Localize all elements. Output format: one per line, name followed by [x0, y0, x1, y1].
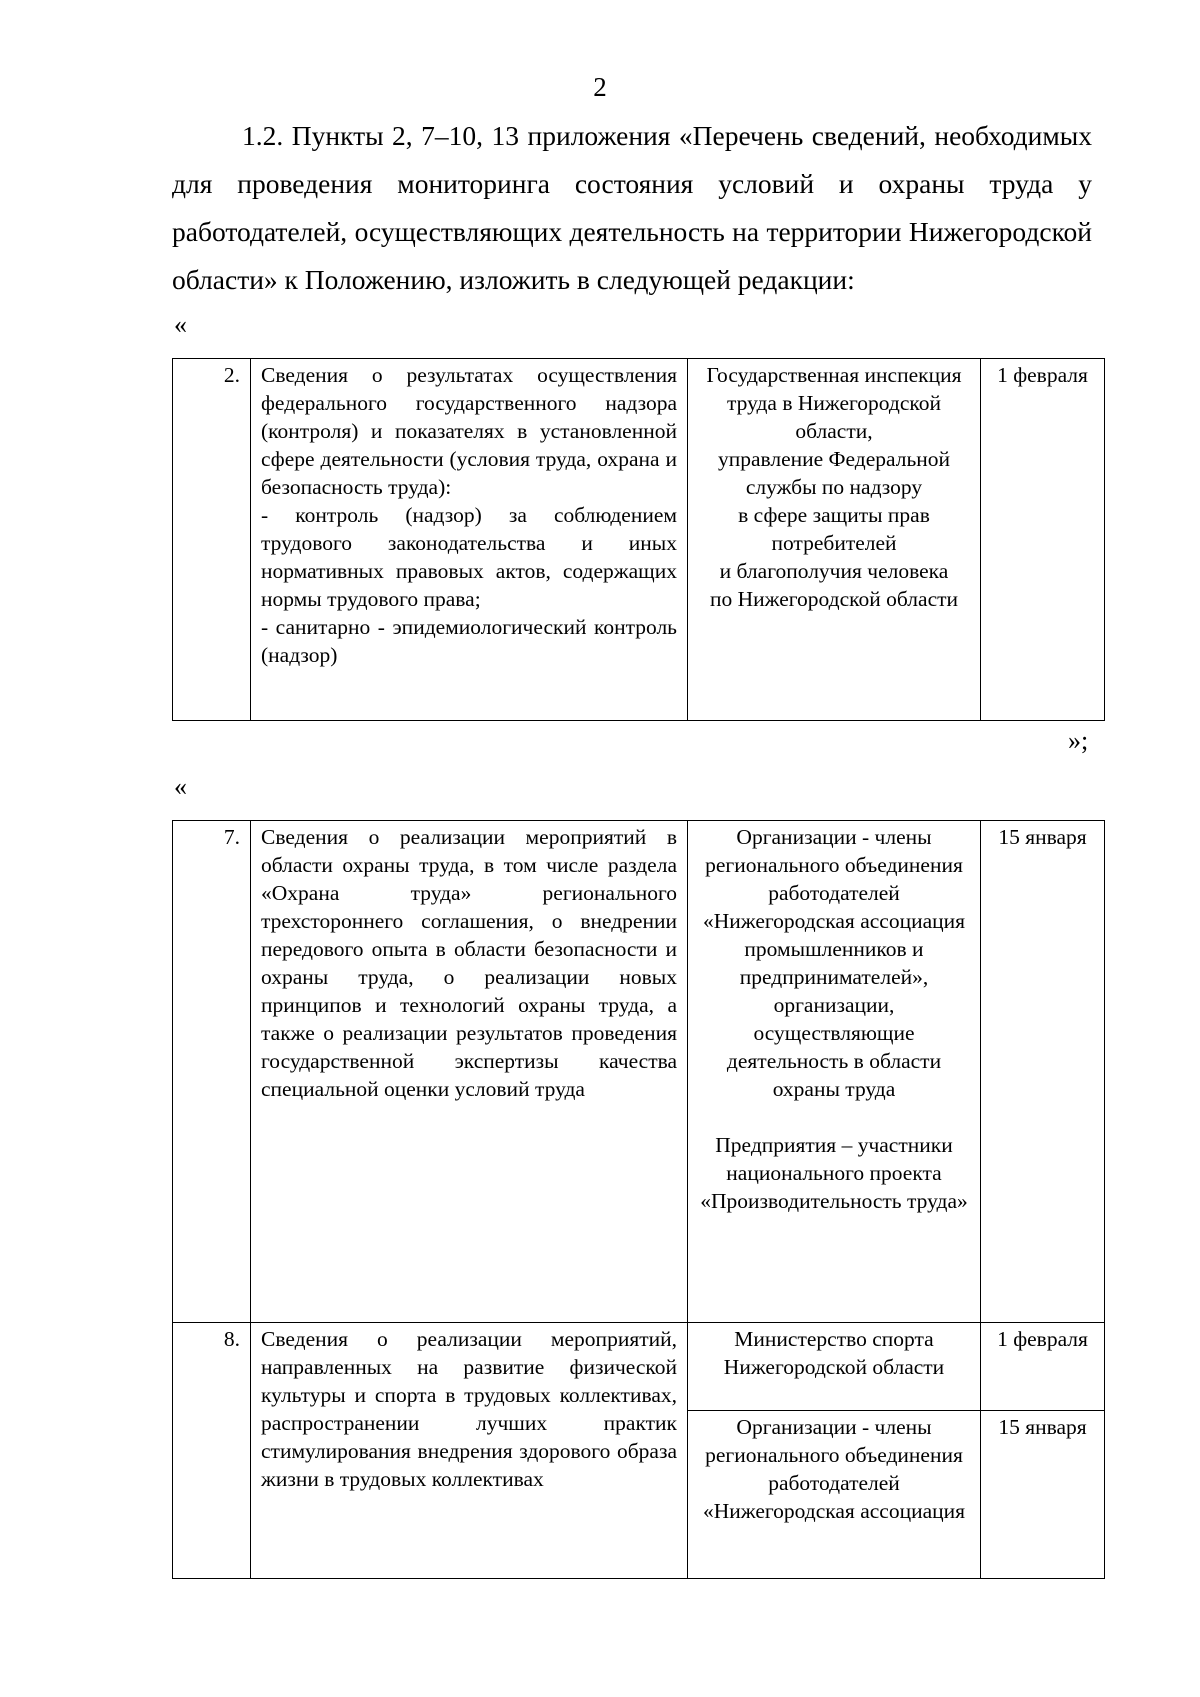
- item-number: 7.: [173, 821, 251, 1323]
- item-description: Сведения о реализации мероприятий в области охраны труда, в том числе раздела «Охрана труда» регионального трехстороннего соглашения, о внедрении передового опыта в области безопасности и охраны труда, о реализации новых принципов и технологий охраны труда, а также о реализации результатов проведения государственной экспертизы качества специальной оценки условий труда: [251, 821, 688, 1323]
- item-deadline: 15 января: [981, 821, 1105, 1323]
- intro-paragraph: 1.2. Пункты 2, 7–10, 13 приложения «Перечень сведений, необходимых для проведения мониторинга состояния условий и охраны труда у работодателей, осуществляющих деятельность на территории Нижегородской области» к Положению, изложить в следующей редакции:: [172, 120, 1092, 295]
- table-row: [173, 821, 1105, 1323]
- item-source: Организации - члены регионального объединения работодателей «Нижегородская ассоциация промышленников и предпринимателей», организации, осуществляющие деятельность в области охраны труда Предприятия – участники национального проекта «Производительность труда»: [688, 821, 981, 1323]
- item-source: Министерство спорта Нижегородской области: [688, 1323, 981, 1411]
- item-number: 2.: [173, 359, 251, 721]
- table-row: [173, 1323, 1105, 1411]
- item-source: Организации - члены регионального объединения работодателей «Нижегородская ассоциация: [688, 1411, 981, 1579]
- page-number: 2: [593, 72, 607, 102]
- closing-quote: »;: [1068, 726, 1089, 755]
- item-deadline: 1 февраля: [981, 1323, 1105, 1411]
- item-number: 8.: [173, 1323, 251, 1579]
- item-description: Сведения о реализации мероприятий, направленных на развитие физической культуры и спорта в трудовых коллективах, распространении лучших практик стимулирования внедрения здорового образа жизни в трудовых коллективах: [251, 1323, 688, 1579]
- opening-quote-1: «: [174, 310, 187, 339]
- table-items-7-8: [172, 820, 1105, 1579]
- item-source: Государственная инспекция труда в Нижегородской области, управление Федеральной службы по надзору в сфере защиты прав потребителей и благополучия человека по Нижегородской области: [688, 359, 981, 721]
- item-description: Сведения о результатах осуществления федерального государственного надзора (контроля) и показателях в установленной сфере деятельности (условия труда, охрана и безопасность труда): - контроль (надзор) за соблюдением трудового законодательства и иных нормативных правовых актов, содержащих нормы трудового права; - санитарно - эпидемиологический контроль (надзор): [251, 359, 688, 721]
- item-deadline: 15 января: [981, 1411, 1105, 1579]
- opening-quote-2: «: [174, 772, 187, 801]
- item-deadline: 1 февраля: [981, 359, 1105, 721]
- table-item-2: [172, 358, 1105, 721]
- table-row: [173, 359, 1105, 721]
